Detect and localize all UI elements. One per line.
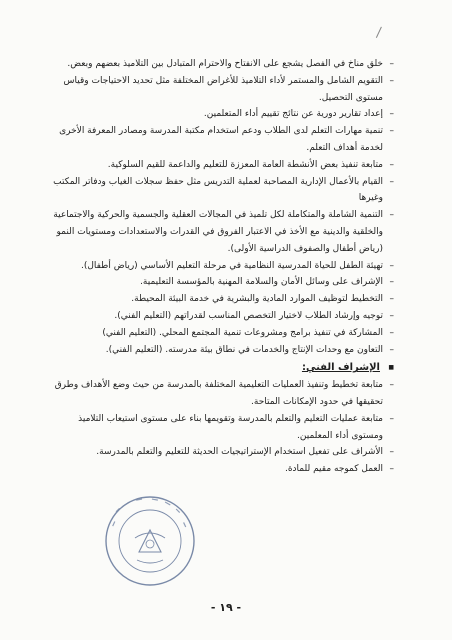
page-number: - ١٩ - <box>210 601 242 614</box>
list-item: – تهيئة الطفل للحياة المدرسية النظامية في مرحلة التعليم الأساسي (رياض أطفال). <box>46 258 394 275</box>
list-item: – التعاون مع وحدات الإنتاج والخدمات في نطاق بيئة مدرسته. (التعليم الفني). <box>46 342 394 359</box>
corner-tick-mark <box>376 27 389 42</box>
technical-supervision-list <box>46 377 394 478</box>
section-title: ■ الإشراف الفني: <box>46 360 394 377</box>
list-item: – متابعة تخطيط وتنفيذ العمليات التعليمية المختلفة بالمدرسة من حيث وضع الأهداف وطرق تحقيقها في حدود الإمكانات المتاحة. <box>46 377 394 411</box>
list-item: – تنمية مهارات التعلم لدى الطلاب ودعم استخدام مكتبة المدرسة ومصادر المعرفة الأخرى لخدمة أهداف التعلم. <box>46 123 394 157</box>
document-body <box>46 56 394 478</box>
list-item: – العمل كموجه مقيم للمادة. <box>46 461 394 478</box>
list-item: – توجيه وإرشاد الطلاب لاختيار التخصص المناسب لقدراتهم (التعليم الفني). <box>46 308 394 325</box>
list-item: – الإشراف على وسائل الأمان والسلامة المهنية بالمؤسسة التعليمية. <box>46 274 394 291</box>
list-item: – إعداد تقارير دورية عن نتائج تقييم أداء المتعلمين. <box>46 106 394 123</box>
list-item: – التخطيط لتوظيف الموارد المادية والبشرية في خدمة البيئة المحيطة. <box>46 291 394 308</box>
list-item: – متابعة تنفيذ بعض الأنشطة العامة المعززة للتعليم والداعمة للقيم السلوكية. <box>46 157 394 174</box>
duties-list <box>46 56 394 358</box>
list-item: – القيام بالأعمال الإدارية المصاحبة لعملية التدريس مثل حفظ سجلات الغياب ودفاتر المكتب وغيرها <box>46 174 394 208</box>
list-item: – التنمية الشاملة والمتكاملة لكل تلميذ في المجالات العقلية والجسمية والحركية والاجتماعية والخلقية والدينية مع الأخذ في الاعتبار الفروق في القدرات والاستعدادات ومستويات النمو (رياض أطفال والصفوف الدراسية الأولى). <box>46 207 394 257</box>
official-seal-stamp <box>103 494 197 588</box>
list-item: – متابعة عمليات التعليم والتعلم بالمدرسة وتقويمها بناء على مستوى استيعاب التلاميذ ومستوى أداء المعلمين. <box>46 411 394 445</box>
list-item: – الأشراف على تفعيل استخدام الإستراتيجيات الحديثة للتعليم والتعلم بالمدرسة. <box>46 444 394 461</box>
list-item: – المشاركة في تنفيذ برامج ومشروعات تنمية المجتمع المحلي. (التعليم الفني) <box>46 325 394 342</box>
list-item: – التقويم الشامل والمستمر لأداء التلاميذ للأغراض المختلفة مثل تحديد الاحتياجات وقياس مستوى التحصيل. <box>46 73 394 107</box>
list-item: – خلق مناخ في الفصل يشجع على الانفتاح والاحترام المتبادل بين التلاميذ بعضهم وبعض. <box>46 56 394 73</box>
